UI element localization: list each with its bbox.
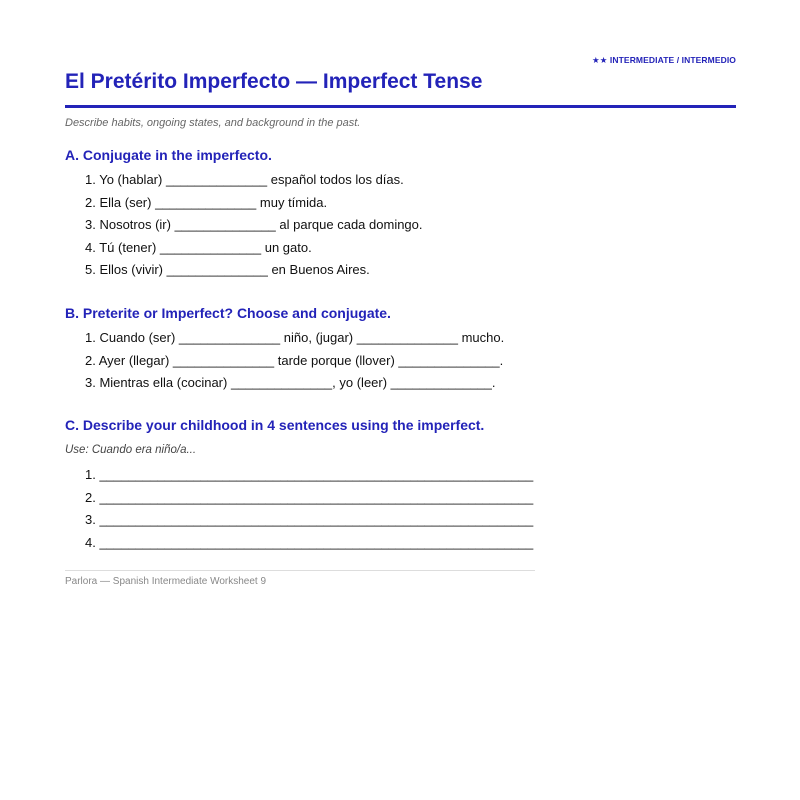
exercise-item: 1. Cuando (ser) ______________ niño, (jugar) ______________ mucho. [85,330,505,345]
section-a-exercise-list [85,169,423,282]
exercise-item: 3. Nosotros (ir) ______________ al parque cada domingo. [85,217,423,232]
section-b-heading: B. Preterite or Imperfect? Choose and conjugate. [65,305,391,321]
page-subtitle: Describe habits, ongoing states, and background in the past. [65,117,361,129]
footer-divider [65,570,535,571]
title-divider [65,105,736,108]
footer-text: Parlora — Spanish Intermediate Worksheet 9 [65,576,267,587]
page-title: El Pretérito Imperfecto — Imperfect Tense [65,70,483,93]
writing-line: 4. ____________________________________________________________ [85,534,534,550]
writing-line: 3. ____________________________________________________________ [85,512,534,527]
exercise-item: 1. Yo (hablar) ______________ español todos los días. [85,172,404,187]
section-c-instruction: Use: Cuando era niño/a... [65,444,197,456]
exercise-item: 2. Ayer (llegar) ______________ tarde porque (llover) ______________. [85,352,504,368]
section-c-heading: C. Describe your childhood in 4 sentences using the imperfect. [65,417,485,433]
writing-line: 2. ____________________________________________________________ [85,489,534,505]
section-a-heading: A. Conjugate in the imperfecto. [65,147,272,163]
exercise-item: 3. Mientras ella (cocinar) ______________, yo (leer) ______________. [85,375,496,390]
level-badge: ★★ INTERMEDIATE / INTERMEDIO [592,55,736,65]
writing-line: 1. ____________________________________________________________ [85,467,534,482]
exercise-item: 5. Ellos (vivir) ______________ en Buenos Aires. [85,262,370,277]
section-c-writing-lines [85,464,533,554]
section-b-exercise-list [85,327,504,395]
exercise-item: 4. Tú (tener) ______________ un gato. [85,239,312,255]
exercise-item: 2. Ella (ser) ______________ muy tímida. [85,194,328,210]
